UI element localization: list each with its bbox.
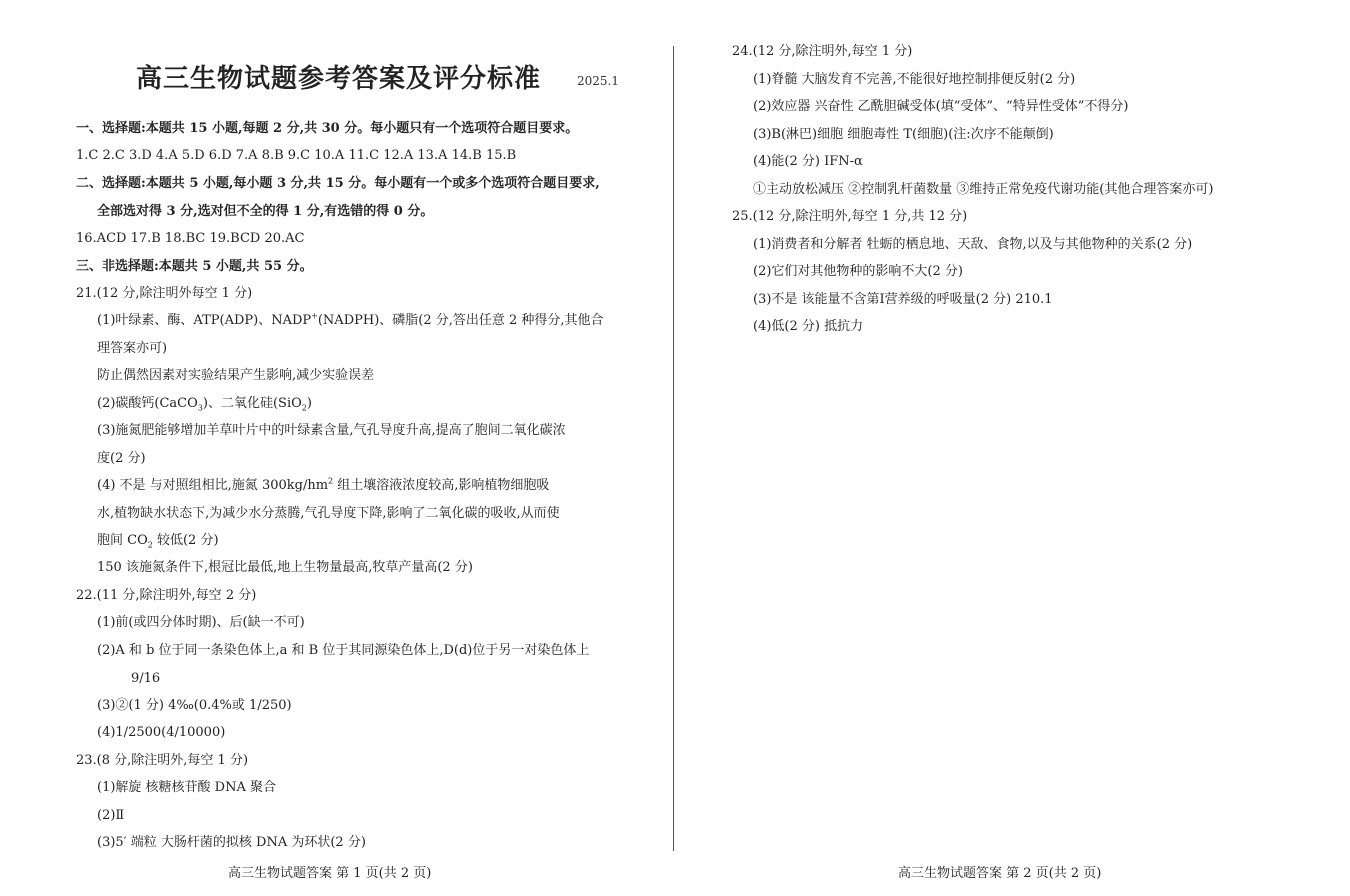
section3-heading: 三、非选择题:本题共 5 小题,共 55 分。 bbox=[76, 259, 313, 274]
subscript: 2 bbox=[147, 540, 153, 550]
q21-text: (2)碳酸钙(CaCO bbox=[97, 396, 198, 411]
section2-heading-cont: 全部选对得 3 分,选对但不全的得 1 分,有选错的得 0 分。 bbox=[97, 204, 434, 219]
superscript: + bbox=[311, 311, 318, 321]
q21-answer-1-cont: 理答案亦可) bbox=[97, 341, 168, 356]
q21-heading: 21.(12 分,除注明外每空 1 分) bbox=[76, 286, 253, 301]
q24-answer-1: (1)脊髓 大脑发育不完善,不能很好地控制排便反射(2 分) bbox=[753, 72, 1076, 87]
title-row bbox=[136, 58, 636, 98]
page2-footer: 高三生物试题答案 第 2 页(共 2 页) bbox=[898, 866, 1102, 881]
q25-answer-4: (4)低(2 分) 抵抗力 bbox=[753, 319, 864, 334]
exam-date: 2025.1 bbox=[577, 74, 619, 88]
q22-heading: 22.(11 分,除注明外,每空 2 分) bbox=[76, 588, 257, 603]
q23-answer-1: (1)解旋 核糖核苷酸 DNA 聚合 bbox=[97, 780, 276, 795]
q21-text: 组土壤溶液浓度较高,影响植物细胞吸 bbox=[333, 478, 550, 493]
page-title: 高三生物试题参考答案及评分标准 bbox=[136, 64, 542, 94]
q21-answer-1 bbox=[97, 312, 604, 330]
page1-footer: 高三生物试题答案 第 1 页(共 2 页) bbox=[228, 866, 432, 881]
subscript: 3 bbox=[197, 403, 203, 413]
q24-answer-5: ①主动放松减压 ②控制乳杆菌数量 ③维持正常免疫代谢功能(其他合理答案亦可) bbox=[753, 182, 1214, 197]
q24-answer-2: (2)效应器 兴奋性 乙酰胆碱受体(填“受体”、“特异性受体”不得分) bbox=[753, 99, 1129, 114]
q21-text: 胞间 CO bbox=[97, 533, 148, 548]
q25-heading: 25.(12 分,除注明外,每空 1 分,共 12 分) bbox=[732, 209, 968, 224]
q21-answer-2 bbox=[97, 395, 312, 413]
column-divider bbox=[673, 46, 674, 851]
section1-answers: 1.C 2.C 3.D 4.A 5.D 6.D 7.A 8.B 9.C 10.A 11.C 12.A 13.A 14.B 15.B bbox=[76, 148, 517, 163]
q21-answer-3: (3)施氮肥能够增加羊草叶片中的叶绿素含量,气孔导度升高,提高了胞间二氧化碳浓 bbox=[97, 423, 566, 438]
section2-answers: 16.ACD 17.B 18.BC 19.BCD 20.AC bbox=[76, 231, 305, 246]
q21-answer-3-cont: 度(2 分) bbox=[97, 451, 146, 466]
q21-text: 较低(2 分) bbox=[152, 533, 219, 548]
q21-answer-5: 150 该施氮条件下,根冠比最低,地上生物量最高,牧草产量高(2 分) bbox=[97, 560, 473, 575]
q22-answer-2: (2)A 和 b 位于同一条染色体上,a 和 B 位于其同源染色体上,D(d)位于另一对染色体上 bbox=[97, 643, 590, 658]
q21-text: ) bbox=[306, 396, 312, 411]
q22-answer-4: (4)1/2500(4/10000) bbox=[97, 725, 226, 740]
q23-heading: 23.(8 分,除注明外,每空 1 分) bbox=[76, 753, 249, 768]
q23-answer-3: (3)5′ 端粒 大肠杆菌的拟核 DNA 为环状(2 分) bbox=[97, 835, 366, 850]
q25-answer-3: (3)不是 该能量不含第Ⅰ营养级的呼吸量(2 分) 210.1 bbox=[753, 292, 1053, 307]
q21-text: )、二氧化硅(SiO bbox=[202, 396, 302, 411]
q24-answer-4: (4)能(2 分) IFN-α bbox=[753, 154, 863, 169]
q21-text: (NADPH)、磷脂(2 分,答出任意 2 种得分,其他合 bbox=[317, 313, 604, 328]
q24-heading: 24.(12 分,除注明外,每空 1 分) bbox=[732, 44, 913, 59]
q21-text: (1)叶绿素、酶、ATP(ADP)、NADP bbox=[97, 313, 312, 328]
q21-text: (4) 不是 与对照组相比,施氮 300kg/hm bbox=[97, 478, 329, 493]
section1-heading: 一、选择题:本题共 15 小题,每题 2 分,共 30 分。每小题只有一个选项符合题目要求。 bbox=[76, 121, 579, 136]
section2-heading: 二、选择题:本题共 5 小题,每小题 3 分,共 15 分。每小题有一个或多个选项符合题目要求, bbox=[76, 176, 600, 191]
q21-answer-1b: 防止偶然因素对实验结果产生影响,减少实验误差 bbox=[97, 368, 375, 383]
q21-answer-4-cont: 水,植物缺水状态下,为减少水分蒸腾,气孔导度下降,影响了二氧化碳的吸收,从而使 bbox=[97, 506, 560, 521]
q22-answer-1: (1)前(或四分体时期)、后(缺一不可) bbox=[97, 615, 305, 630]
q21-answer-4 bbox=[97, 477, 549, 495]
superscript: 2 bbox=[328, 476, 334, 486]
q22-answer-2-cont: 9/16 bbox=[131, 671, 161, 686]
q21-answer-4-cont2 bbox=[97, 532, 219, 550]
subscript: 2 bbox=[301, 403, 307, 413]
q24-answer-3: (3)B(淋巴)细胞 细胞毒性 T(细胞)(注:次序不能颠倒) bbox=[753, 127, 1054, 142]
q25-answer-1: (1)消费者和分解者 牡蛎的栖息地、天敌、食物,以及与其他物种的关系(2 分) bbox=[753, 237, 1193, 252]
q23-answer-2: (2)Ⅱ bbox=[97, 808, 125, 823]
q22-answer-3: (3)②(1 分) 4‰(0.4%或 1/250) bbox=[97, 698, 292, 713]
q25-answer-2: (2)它们对其他物种的影响不大(2 分) bbox=[753, 264, 963, 279]
